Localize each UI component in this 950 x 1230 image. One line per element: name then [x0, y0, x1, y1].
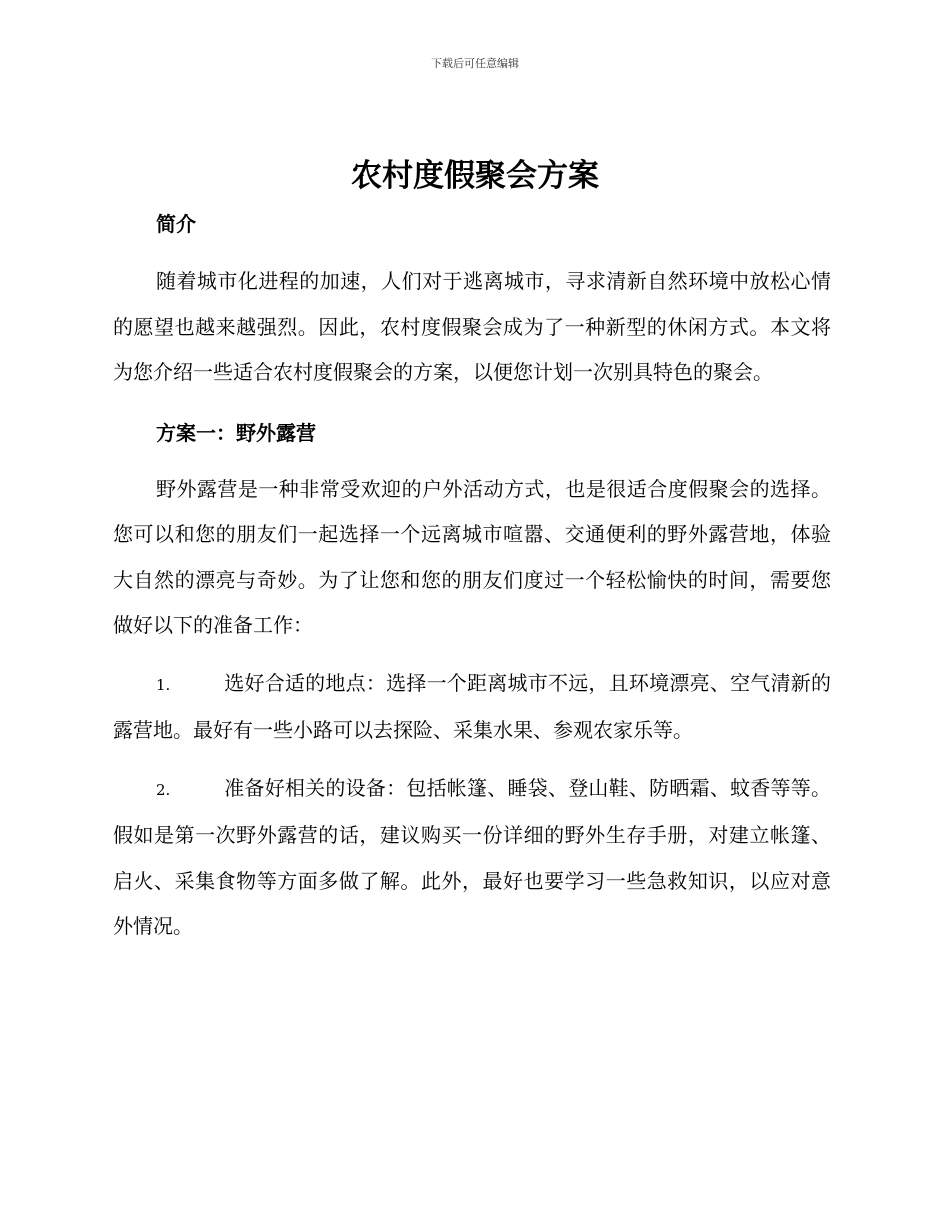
list-item-number: 2. [156, 780, 171, 799]
list-item-text: 准备好相关的设备：包括帐篷、睡袋、登山鞋、防晒霜、蚊香等等。假如是第一次野外露营的话，建议购买一份详细的野外生存手册，对建立帐篷、启火、采集食物等方面多做了解。此外，最好也要学习一些急救知识，以应对意外情况。 [113, 775, 831, 938]
plan1-paragraph: 野外露营是一种非常受欢迎的户外活动方式，也是很适合度假聚会的选择。您可以和您的朋友们一起选择一个远离城市喧嚣、交通便利的野外露营地，体验大自然的漂亮与奇妙。为了让您和您的朋友们度过一个轻松愉快的时间，需要您做好以下的准备工作： [113, 476, 831, 637]
list-item-number: 1. [156, 675, 171, 694]
intro-heading: 简介 [156, 212, 196, 236]
plan1-heading: 方案一：野外露营 [156, 420, 316, 445]
list-item [113, 661, 831, 754]
list-item-text: 选好合适的地点：选择一个距离城市不远，且环境漂亮、空气清新的露营地。最好有一些小路可以去探险、采集水果、参观农家乐等。 [113, 670, 831, 742]
intro-paragraph: 随着城市化进程的加速，人们对于逃离城市，寻求清新自然环境中放松心情的愿望也越来越强烈。因此，农村度假聚会成为了一种新型的休闲方式。本文将为您介绍一些适合农村度假聚会的方案，以便您计划一次别具特色的聚会。 [113, 269, 831, 384]
document-body [113, 200, 831, 950]
document-title: 农村度假聚会方案 [351, 158, 599, 194]
header-note: 下载后可任意编辑 [431, 57, 519, 70]
list-item [113, 766, 831, 950]
